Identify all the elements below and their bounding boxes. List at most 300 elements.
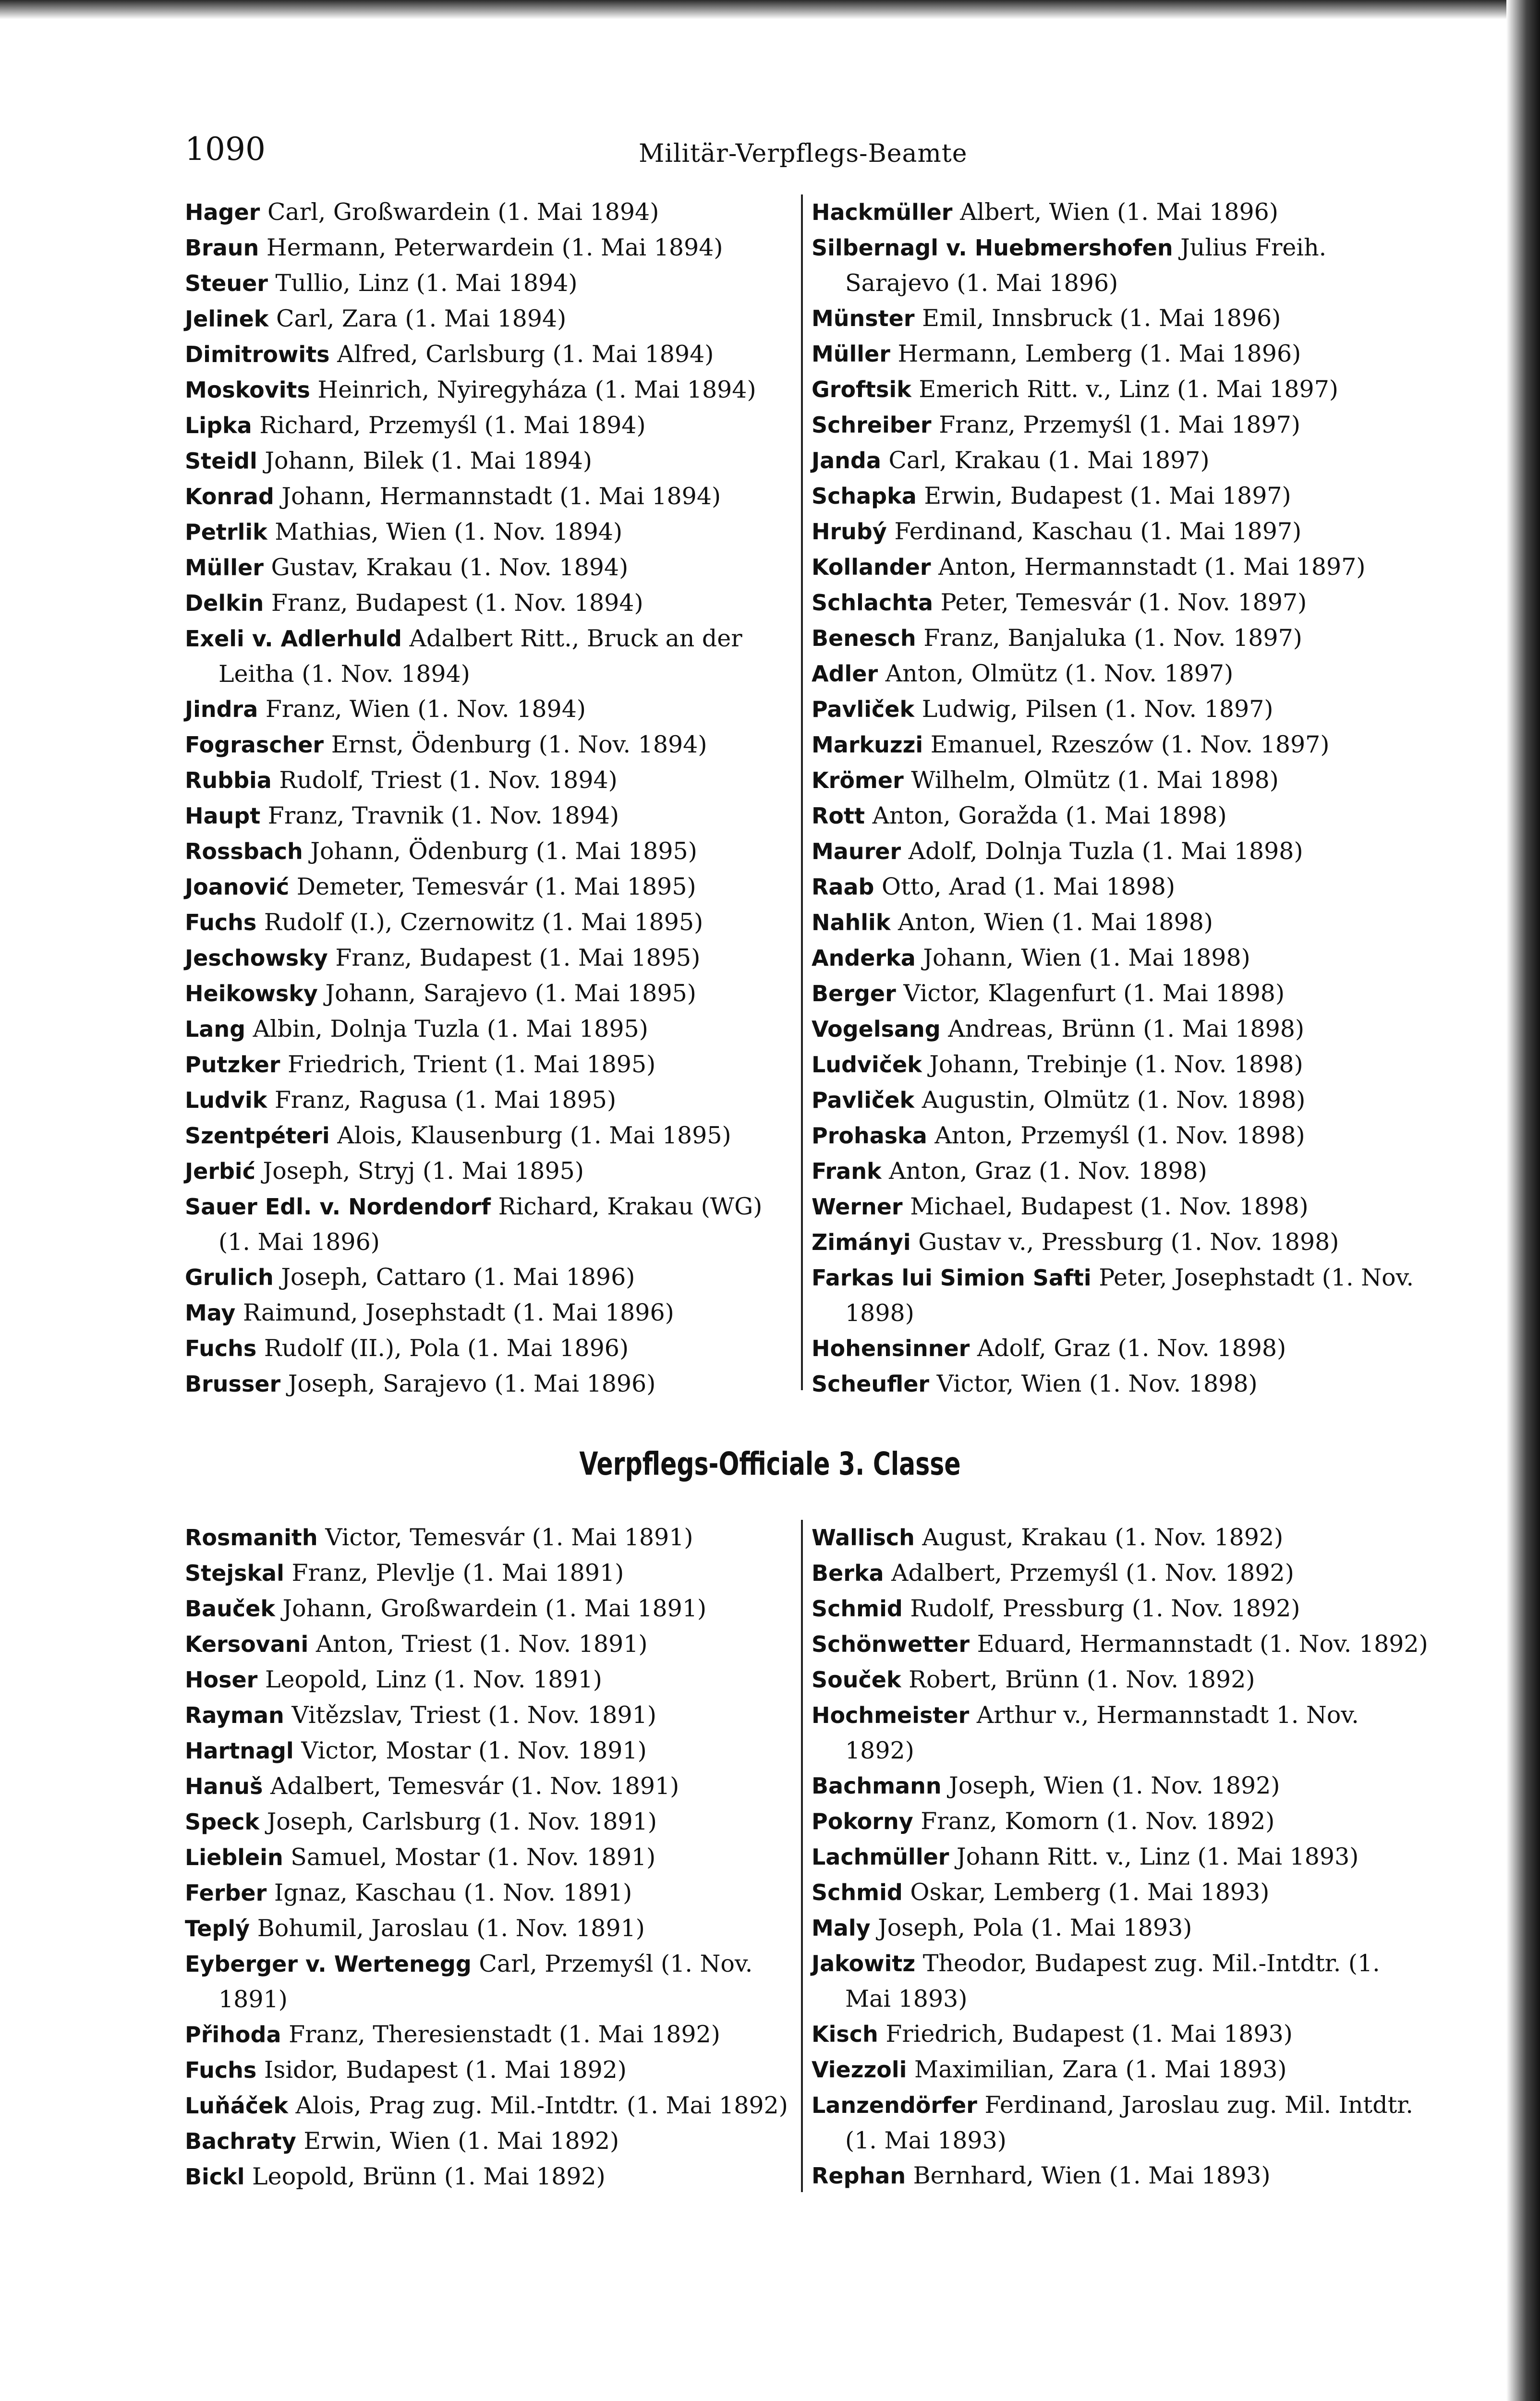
entry-details: Anton, Wien (1. Mai 1898) [898,909,1213,936]
list-item [812,798,1431,834]
entry-surname: Hackmüller [812,199,953,225]
entry-details: Franz, Komorn (1. Nov. 1892) [921,1807,1275,1835]
entry-details: August, Krakau (1. Nov. 1892) [922,1524,1284,1551]
list-item [185,940,790,976]
list-item [185,1626,790,1662]
entry-details: Johann, Ödenburg (1. Mai 1895) [310,837,697,865]
entry-surname: Zimányi [812,1229,911,1255]
list-item [185,1911,790,1946]
entry-surname: Müller [812,341,890,367]
list-item [812,1626,1431,1662]
entry-surname: Joanović [185,874,290,900]
entry-details: Gustav, Krakau (1. Nov. 1894) [271,554,629,581]
list-item [812,443,1431,478]
scan-edge-right [1506,0,1540,2401]
entry-surname: Hoser [185,1667,258,1693]
entry-details: Adalbert, Przemyśl (1. Nov. 1892) [891,1559,1294,1587]
list-item [812,763,1431,798]
entry-surname: Luňáček [185,2093,288,2119]
entry-surname: May [185,1300,236,1326]
entry-details: Oskar, Lemberg (1. Mai 1893) [910,1879,1270,1906]
entry-surname: Petrlik [185,519,267,545]
entry-surname: Ferber [185,1880,267,1906]
entry-surname: Fograscher [185,732,324,758]
entry-details: Erwin, Budapest (1. Mai 1897) [924,482,1291,509]
entry-details: Alfred, Carlsburg (1. Mai 1894) [337,340,714,368]
entry-surname: Krömer [812,767,904,793]
entry-surname: Dimitrowits [185,341,330,367]
list-item [185,1189,790,1260]
list-item [812,407,1431,443]
entry-details: Peter, Josephstadt (1. Nov. 1898) [845,1264,1414,1327]
entry-details: Adolf, Dolnja Tuzla (1. Mai 1898) [908,837,1303,865]
entry-details: Theodor, Budapest zug. Mil.-Intdtr. (1. Mai 1893) [845,1950,1380,2013]
entry-details: Rudolf, Pressburg (1. Nov. 1892) [910,1595,1300,1622]
entry-surname: Lipka [185,412,252,438]
entry-details: Rudolf, Triest (1. Nov. 1894) [279,766,618,794]
entry-details: Johann, Trebinje (1. Nov. 1898) [929,1051,1303,1078]
entry-surname: Fuchs [185,2057,257,2083]
entry-surname: Silbernagl v. Huebmershofen [812,235,1173,261]
section1-right-column [812,194,1431,1402]
entry-details: Gustav v., Pressburg (1. Nov. 1898) [918,1228,1339,1256]
list-item [185,585,790,621]
list-item [185,1733,790,1769]
entry-surname: Schmid [812,1596,903,1622]
list-item [812,1804,1431,1839]
list-item [185,1260,790,1295]
entry-surname: Rott [812,803,865,829]
list-item [812,727,1431,763]
list-item [185,1047,790,1082]
list-item [185,337,790,372]
entry-surname: Hartnagl [185,1738,294,1764]
section2-right-column [812,1520,1431,2194]
entry-surname: Lang [185,1016,246,1042]
entry-surname: Hochmeister [812,1702,970,1728]
entry-details: Isidor, Budapest (1. Mai 1892) [264,2056,627,2084]
entry-surname: Hohensinner [812,1335,970,1361]
entry-surname: Jeschowsky [185,945,328,971]
entry-details: Anton, Triest (1. Nov. 1891) [315,1630,648,1658]
entry-surname: Schapka [812,483,917,509]
entry-surname: Frank [812,1158,882,1184]
entry-details: Arthur v., Hermannstadt 1. Nov. 1892) [845,1701,1359,1764]
list-item [812,301,1431,336]
entry-details: Michael, Budapest (1. Nov. 1898) [910,1193,1309,1220]
entry-surname: Ludvik [185,1087,267,1113]
list-item [812,1768,1431,1804]
entry-details: Emerich Ritt. v., Linz (1. Mai 1897) [919,376,1339,403]
list-item [185,1011,790,1047]
entry-details: Johann Ritt. v., Linz (1. Mai 1893) [957,1843,1359,1870]
list-item [185,1591,790,1626]
entry-details: Emanuel, Rzeszów (1. Nov. 1897) [930,731,1330,758]
entry-surname: Lachmüller [812,1844,949,1870]
list-item [185,2123,790,2159]
entry-surname: Rosmanith [185,1525,318,1551]
list-item [812,1520,1431,1555]
list-item [185,1082,790,1118]
entry-details: Joseph, Pola (1. Mai 1893) [878,1914,1192,1941]
entry-details: Mathias, Wien (1. Nov. 1894) [275,518,623,546]
entry-surname: Brusser [185,1371,281,1397]
entry-surname: Farkas lui Simion Safti [812,1265,1091,1291]
entry-details: Carl, Przemyśl (1. Nov. 1891) [218,1950,753,2013]
list-item [812,1662,1431,1698]
list-item [812,1082,1431,1118]
list-item [812,585,1431,620]
list-item [812,478,1431,514]
entry-surname: Groftsik [812,376,911,402]
entry-surname: Viezzoli [812,2057,907,2083]
list-item [185,976,790,1011]
entry-details: Wilhelm, Olmütz (1. Mai 1898) [911,766,1279,794]
list-item [185,2052,790,2088]
list-item [812,336,1431,372]
entry-surname: Přihoda [185,2022,281,2048]
entry-surname: Hager [185,199,260,225]
entry-details: Johann, Wien (1. Mai 1898) [923,944,1250,971]
entry-details: Leopold, Brünn (1. Mai 1892) [252,2163,606,2190]
entry-details: Franz, Ragusa (1. Mai 1895) [274,1086,617,1114]
list-item [185,408,790,443]
entry-details: Ludwig, Pilsen (1. Nov. 1897) [922,695,1273,723]
entry-surname: Berka [812,1560,884,1586]
entry-details: Robert, Brünn (1. Nov. 1892) [909,1666,1255,1693]
list-item [812,1366,1431,1402]
list-item [812,1118,1431,1153]
entry-surname: Szentpéteri [185,1123,330,1149]
entry-details: Franz, Travnik (1. Nov. 1894) [267,802,619,829]
entry-surname: Benesch [812,625,916,651]
entry-surname: Jakowitz [812,1951,916,1977]
entry-surname: Maurer [812,838,901,864]
entry-surname: Markuzzi [812,732,923,758]
entry-surname: Steidl [185,448,257,474]
entry-details: Alois, Prag zug. Mil.-Intdtr. (1. Mai 1892) [295,2092,788,2119]
list-item [185,230,790,266]
entry-surname: Maly [812,1915,871,1941]
list-item [185,372,790,408]
entry-details: Ernst, Ödenburg (1. Nov. 1894) [331,731,707,758]
entry-details: Raimund, Josephstadt (1. Mai 1896) [243,1299,674,1326]
entry-details: Carl, Zara (1. Mai 1894) [276,305,567,332]
entry-surname: Rubbia [185,767,272,793]
list-item [185,1840,790,1875]
entry-details: Leopold, Linz (1. Nov. 1891) [265,1666,602,1693]
entry-surname: Souček [812,1667,901,1693]
entry-surname: Kisch [812,2021,878,2047]
list-item [185,1118,790,1153]
entry-details: Rudolf (I.), Czernowitz (1. Mai 1895) [264,909,703,936]
list-item [812,230,1431,301]
list-item [185,194,790,230]
list-item [812,1839,1431,1875]
entry-details: Maximilian, Zara (1. Mai 1893) [914,2056,1287,2083]
running-head: Militär-Verpflegs-Beamte [639,139,968,168]
list-item [812,656,1431,691]
entry-surname: Exeli v. Adlerhuld [185,626,402,652]
list-item [185,2159,790,2195]
entry-details: Victor, Mostar (1. Nov. 1891) [301,1737,647,1764]
entry-details: Victor, Wien (1. Nov. 1898) [936,1370,1258,1397]
list-item [185,727,790,763]
entry-details: Franz, Budapest (1. Nov. 1894) [271,589,643,617]
entry-details: Ferdinand, Kaschau (1. Mai 1897) [894,518,1302,545]
entry-details: Andreas, Brünn (1. Mai 1898) [948,1015,1305,1043]
entry-surname: Anderka [812,945,916,971]
entry-details: Peter, Temesvár (1. Nov. 1897) [940,589,1307,616]
entry-details: Anton, Graz (1. Nov. 1898) [889,1157,1207,1185]
entry-details: Franz, Wien (1. Nov. 1894) [265,695,586,723]
entry-surname: Schmid [812,1880,903,1905]
entry-surname: Münster [812,305,915,331]
list-item [185,691,790,727]
entry-surname: Rossbach [185,838,303,864]
list-item [185,763,790,798]
entry-details: Johann, Großwardein (1. Mai 1891) [282,1595,707,1622]
list-item [812,834,1431,869]
entry-details: Anton, Hermannstadt (1. Mai 1897) [938,553,1366,581]
list-item [812,1011,1431,1047]
list-item [812,976,1431,1011]
entry-surname: Grulich [185,1264,274,1290]
entry-details: Albin, Dolnja Tuzla (1. Mai 1895) [253,1015,648,1043]
entry-details: Bohumil, Jaroslau (1. Nov. 1891) [257,1915,645,1942]
list-item [812,1225,1431,1260]
list-item [812,620,1431,656]
entry-details: Anton, Olmütz (1. Nov. 1897) [885,660,1234,687]
list-item [185,443,790,479]
entry-surname: Lieblein [185,1844,283,1870]
entry-surname: Bachmann [812,1773,942,1799]
entry-surname: Heikowsky [185,981,318,1006]
entry-details: Demeter, Temesvár (1. Mai 1895) [296,873,696,900]
entry-details: Vitězslav, Triest (1. Nov. 1891) [291,1701,656,1729]
list-item [185,1698,790,1733]
list-item [812,1189,1431,1225]
list-item [812,691,1431,727]
list-item [185,514,790,550]
section1-left-column [185,194,790,1402]
entry-surname: Pavliček [812,1087,915,1113]
list-item [812,1555,1431,1591]
section-heading: Verpflegs-Officiale 3. Classe [579,1445,961,1482]
list-item [185,1662,790,1698]
list-item [812,1910,1431,1946]
list-item [812,1047,1431,1082]
entry-details: Emil, Innsbruck (1. Mai 1896) [922,304,1281,332]
list-item [812,194,1431,230]
entry-details: Adalbert, Temesvár (1. Nov. 1891) [270,1772,679,1800]
list-item [185,2017,790,2052]
list-item [185,266,790,301]
entry-details: Joseph, Carlsburg (1. Nov. 1891) [267,1808,657,1835]
entry-details: Victor, Temesvár (1. Mai 1891) [325,1524,693,1551]
entry-surname: Delkin [185,590,264,616]
list-item [185,1520,790,1555]
list-item [185,1946,790,2017]
entry-details: Adolf, Graz (1. Nov. 1898) [977,1334,1286,1362]
entry-surname: Vogelsang [812,1016,941,1042]
list-item [812,1260,1431,1331]
entry-details: Otto, Arad (1. Mai 1898) [882,873,1176,900]
list-item [812,905,1431,940]
entry-surname: Kersovani [185,1631,309,1657]
list-item [185,1331,790,1366]
entry-surname: Adler [812,661,878,687]
entry-details: Franz, Plevlje (1. Mai 1891) [291,1559,624,1587]
entry-details: Joseph, Stryj (1. Mai 1895) [263,1157,584,1185]
list-item [812,1698,1431,1768]
entry-surname: Hrubý [812,519,887,545]
entry-surname: Jelinek [185,306,269,332]
list-item [812,514,1431,549]
list-item [812,2052,1431,2087]
entry-surname: Rephan [812,2163,906,2189]
entry-details: Eduard, Hermannstadt (1. Nov. 1892) [977,1630,1428,1658]
entry-surname: Schönwetter [812,1631,970,1657]
list-item [812,2016,1431,2052]
list-item [185,301,790,337]
entry-details: Hermann, Peterwardein (1. Mai 1894) [266,234,723,261]
list-item [812,1946,1431,2016]
entry-surname: Putzker [185,1052,280,1078]
entry-surname: Konrad [185,484,274,509]
column-divider [801,1520,803,2192]
entry-surname: Stejskal [185,1560,284,1586]
list-item [185,479,790,514]
entry-details: Franz, Banjaluka (1. Nov. 1897) [923,624,1302,652]
entry-details: Richard, Przemyśl (1. Mai 1894) [259,412,646,439]
entry-details: Samuel, Mostar (1. Nov. 1891) [291,1843,656,1871]
entry-surname: Berger [812,981,896,1006]
entry-surname: Janda [812,448,881,473]
entry-surname: Raab [812,874,874,900]
entry-surname: Steuer [185,270,268,296]
entry-surname: Haupt [185,803,261,829]
entry-surname: Werner [812,1194,903,1220]
entry-details: Julius Freih. Sarajevo (1. Mai 1896) [845,234,1327,297]
entry-surname: Eyberger v. Wertenegg [185,1951,472,1977]
entry-details: Franz, Budapest (1. Mai 1895) [335,944,701,971]
list-item [185,1295,790,1331]
entry-details: Johann, Hermannstadt (1. Mai 1894) [281,483,721,510]
entry-details: Bernhard, Wien (1. Mai 1893) [913,2162,1271,2189]
entry-details: Johann, Bilek (1. Mai 1894) [265,447,593,474]
entry-details: Augustin, Olmütz (1. Nov. 1898) [922,1086,1306,1114]
entry-details: Albert, Wien (1. Mai 1896) [960,198,1278,226]
scan-edge-top [0,0,1540,19]
entry-details: Hermann, Lemberg (1. Mai 1896) [897,340,1301,367]
entry-surname: Teplý [185,1916,250,1941]
list-item [185,869,790,905]
entry-details: Johann, Sarajevo (1. Mai 1895) [325,980,696,1007]
entry-surname: Müller [185,555,264,581]
list-item [185,798,790,834]
entry-surname: Bauček [185,1596,275,1622]
section2-left-column [185,1520,790,2195]
list-item [185,1875,790,1911]
entry-details: Rudolf (II.), Pola (1. Mai 1896) [264,1334,629,1362]
list-item [812,940,1431,976]
entry-surname: Moskovits [185,377,310,403]
list-item [812,2087,1431,2158]
entry-surname: Lanzendörfer [812,2092,977,2118]
entry-details: Erwin, Wien (1. Mai 1892) [303,2127,619,2155]
entry-surname: Bickl [185,2164,245,2190]
page-number: 1090 [185,131,266,168]
entry-details: Victor, Klagenfurt (1. Mai 1898) [903,980,1285,1007]
list-item [185,834,790,869]
list-item [185,1769,790,1804]
entry-details: Richard, Krakau (WG) (1. Mai 1896) [218,1193,763,1256]
entry-details: Tullio, Linz (1. Mai 1894) [275,269,578,297]
entry-surname: Speck [185,1809,260,1835]
entry-details: Ferdinand, Jaroslau zug. Mil. Intdtr. (1. Mai 1893) [845,2091,1413,2154]
entry-details: Franz, Theresienstadt (1. Mai 1892) [289,2021,720,2048]
entry-surname: Braun [185,235,259,261]
entry-details: Joseph, Cattaro (1. Mai 1896) [281,1263,635,1291]
column-divider [801,194,803,1390]
list-item [812,372,1431,407]
list-item [185,1555,790,1591]
list-item [812,549,1431,585]
entry-surname: Pokorny [812,1808,913,1834]
entry-details: Friedrich, Budapest (1. Mai 1893) [885,2020,1293,2048]
entry-details: Anton, Przemyśl (1. Nov. 1898) [934,1122,1305,1149]
entry-surname: Scheufler [812,1371,930,1397]
entry-surname: Bachraty [185,2128,296,2154]
entry-details: Joseph, Sarajevo (1. Mai 1896) [288,1370,656,1397]
entry-surname: Hanuš [185,1773,263,1799]
entry-surname: Rayman [185,1702,284,1728]
list-item [185,905,790,940]
entry-details: Joseph, Wien (1. Nov. 1892) [949,1772,1280,1799]
list-item [185,1153,790,1189]
list-item [812,1875,1431,1910]
list-item [185,621,790,691]
entry-surname: Schlachta [812,590,933,616]
entry-details: Anton, Goražda (1. Mai 1898) [872,802,1227,829]
entry-details: Ignaz, Kaschau (1. Nov. 1891) [274,1879,632,1906]
list-item [812,1591,1431,1626]
list-item [812,1153,1431,1189]
list-item [812,1331,1431,1366]
entry-surname: Pavliček [812,696,915,722]
entry-surname: Ludviček [812,1052,922,1078]
entry-details: Carl, Großwardein (1. Mai 1894) [267,198,659,226]
entry-surname: Wallisch [812,1525,915,1551]
entry-details: Adalbert Ritt., Bruck an der Leitha (1. Nov. 1894) [218,625,742,688]
entry-surname: Kollander [812,554,931,580]
entry-surname: Jerbić [185,1158,255,1184]
entry-surname: Sauer Edl. v. Nordendorf [185,1194,491,1220]
entry-details: Franz, Przemyśl (1. Mai 1897) [939,411,1300,438]
list-item [812,2158,1431,2194]
list-item [185,550,790,585]
entry-surname: Fuchs [185,1335,257,1361]
list-item [185,1366,790,1402]
list-item [812,869,1431,905]
entry-surname: Jindra [185,696,258,722]
list-item [185,1804,790,1840]
list-item [185,2088,790,2123]
entry-details: Alois, Klausenburg (1. Mai 1895) [337,1122,731,1149]
entry-details: Friedrich, Trient (1. Mai 1895) [288,1051,656,1078]
entry-surname: Fuchs [185,909,257,935]
